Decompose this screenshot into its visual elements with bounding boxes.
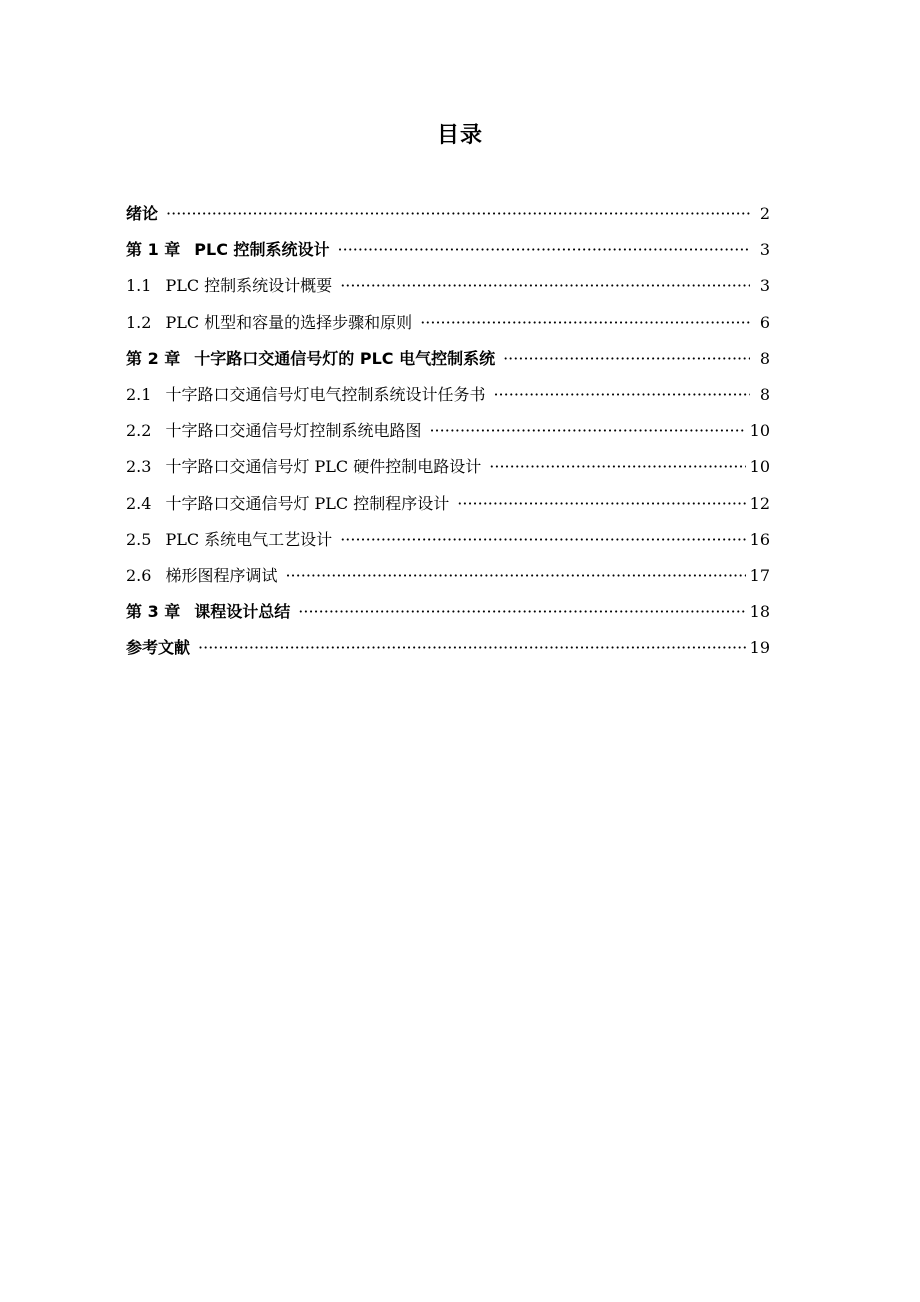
toc-page-number: 10 — [749, 457, 770, 477]
toc-page-number: 10 — [749, 421, 770, 441]
toc-leader-dots — [285, 558, 745, 594]
toc-entry-number: 2.3 — [126, 457, 152, 477]
page-title: 目录 — [436, 123, 483, 148]
toc-leader-dots — [198, 630, 746, 666]
toc-entry-number: 第 2 章 — [126, 348, 181, 368]
toc-page-number: 18 — [749, 602, 770, 622]
toc-entry-label: PLC 控制系统设计概要 — [165, 276, 333, 296]
toc-entry-chapter-2[interactable] — [126, 341, 770, 377]
toc-entry-number: 2.4 — [126, 493, 152, 513]
toc-leader-dots — [420, 305, 750, 341]
toc-page-number: 16 — [749, 529, 770, 549]
toc-entry-label: 课程设计总结 — [194, 602, 291, 622]
toc-leader-dots — [457, 486, 745, 522]
toc-entry-section-2-6[interactable] — [126, 558, 770, 594]
toc-entry-number: 2.1 — [126, 384, 152, 404]
toc-leader-dots — [429, 413, 745, 449]
toc-entry-label: 十字路口交通信号灯控制系统电路图 — [165, 421, 422, 441]
toc-leader-dots — [340, 522, 745, 558]
toc-entry-number: 第 3 章 — [126, 602, 181, 622]
toc-leader-dots — [298, 594, 745, 630]
toc-entry-chapter-1[interactable] — [126, 232, 770, 268]
toc-entry-label: 梯形图程序调试 — [165, 565, 278, 585]
toc-leader-dots — [340, 268, 750, 304]
toc-page-number: 19 — [749, 638, 770, 658]
toc-entry-section-1-1[interactable] — [126, 268, 770, 304]
table-of-contents — [126, 196, 770, 666]
toc-entry-label: 参考文献 — [126, 638, 191, 658]
toc-entry-label: 十字路口交通信号灯电气控制系统设计任务书 — [165, 384, 486, 404]
toc-entry-label: PLC 系统电气工艺设计 — [165, 529, 333, 549]
toc-entry-number: 2.2 — [126, 421, 152, 441]
toc-entry-section-2-3[interactable] — [126, 449, 770, 485]
toc-entry-label: PLC 控制系统设计 — [194, 240, 330, 260]
toc-entry-section-2-1[interactable] — [126, 377, 770, 413]
toc-entry-section-2-5[interactable] — [126, 522, 770, 558]
toc-entry-label: PLC 机型和容量的选择步骤和原则 — [165, 312, 413, 332]
toc-page-number: 8 — [759, 384, 770, 404]
toc-entry-label: 绪论 — [126, 204, 159, 223]
toc-entry-references[interactable] — [126, 630, 770, 666]
toc-leader-dots — [493, 377, 750, 413]
toc-entry-number: 2.6 — [126, 565, 152, 585]
toc-entry-number: 第 1 章 — [126, 240, 181, 260]
toc-entry-section-2-2[interactable] — [126, 413, 770, 449]
toc-page-number: 2 — [759, 204, 770, 223]
toc-page-number: 3 — [759, 240, 770, 260]
toc-page-number: 3 — [759, 276, 770, 296]
toc-entry-number: 1.2 — [126, 312, 152, 332]
toc-page-number: 8 — [759, 348, 770, 368]
toc-page-number: 6 — [759, 312, 770, 332]
toc-leader-dots — [166, 196, 750, 232]
toc-leader-dots — [503, 341, 750, 377]
toc-entry-number: 1.1 — [126, 276, 152, 296]
toc-page-number: 12 — [749, 493, 770, 513]
toc-entry-introduction[interactable] — [126, 196, 770, 232]
toc-leader-dots — [338, 232, 750, 268]
toc-page-number: 17 — [749, 565, 770, 585]
toc-entry-chapter-3[interactable] — [126, 594, 770, 630]
toc-leader-dots — [489, 449, 745, 485]
toc-entry-number: 2.5 — [126, 529, 152, 549]
toc-entry-label: 十字路口交通信号灯 PLC 控制程序设计 — [165, 493, 450, 513]
toc-entry-section-1-2[interactable] — [126, 305, 770, 341]
toc-entry-label: 十字路口交通信号灯的 PLC 电气控制系统 — [194, 348, 496, 368]
toc-entry-label: 十字路口交通信号灯 PLC 硬件控制电路设计 — [165, 457, 482, 477]
toc-entry-section-2-4[interactable] — [126, 486, 770, 522]
